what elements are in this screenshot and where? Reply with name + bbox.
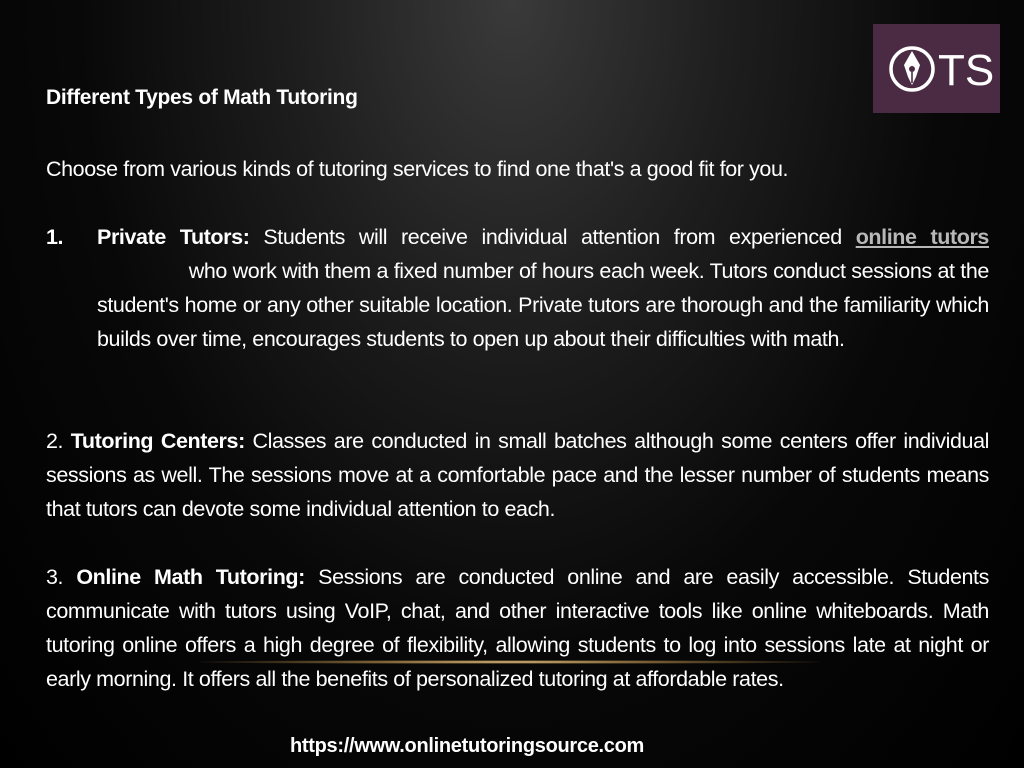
list-number: 2. [46, 429, 64, 453]
list-item-tutoring-centers [46, 424, 989, 526]
item-heading: Online Math Tutoring: [76, 565, 305, 589]
item-text: Sessions are conducted online and are easily accessible. Students communicate with tutors using VoIP, chat, and other interactive tools like online whiteboards. Math tutoring online offers a high degree of flexibility, allowing students to log into sessions late at night or early morning. It offers all the benefits of personalized tutoring at affordable rates. [46, 565, 989, 691]
list-item-private-tutors [46, 220, 989, 356]
list-item-content [97, 220, 989, 356]
intro-paragraph: Choose from various kinds of tutoring services to find one that's a good fit for you. [46, 157, 789, 181]
online-tutors-link[interactable]: online tutors [855, 225, 989, 249]
item-text-after-link: who work with them a fixed number of hours each week. Tutors conduct sessions at the student's home or any other suitable location. Private tutors are thorough and the familiarity which builds over time, encourages students to open up about their difficulties with math. [97, 259, 989, 351]
item-text: Classes are conducted in small batches although some centers offer individual sessions as well. The sessions move at a comfortable pace and the lesser number of students means that tutors can devote some individual attention to each. [46, 429, 989, 521]
pen-nib-icon [878, 29, 996, 109]
item-heading: Private Tutors: [97, 225, 250, 249]
list-number: 3. [46, 565, 64, 589]
svg-text:TS: TS [937, 45, 994, 95]
list-item-online-math-tutoring [46, 560, 989, 696]
item-heading: Tutoring Centers: [70, 429, 245, 453]
ots-logo [873, 24, 1000, 113]
list-number: 1. [46, 225, 64, 249]
slide-title: Different Types of Math Tutoring [46, 86, 358, 109]
footer-url: https://www.onlinetutoringsource.com [290, 735, 645, 757]
item-text-before-link: Students will receive individual attention from experienced [249, 225, 856, 249]
